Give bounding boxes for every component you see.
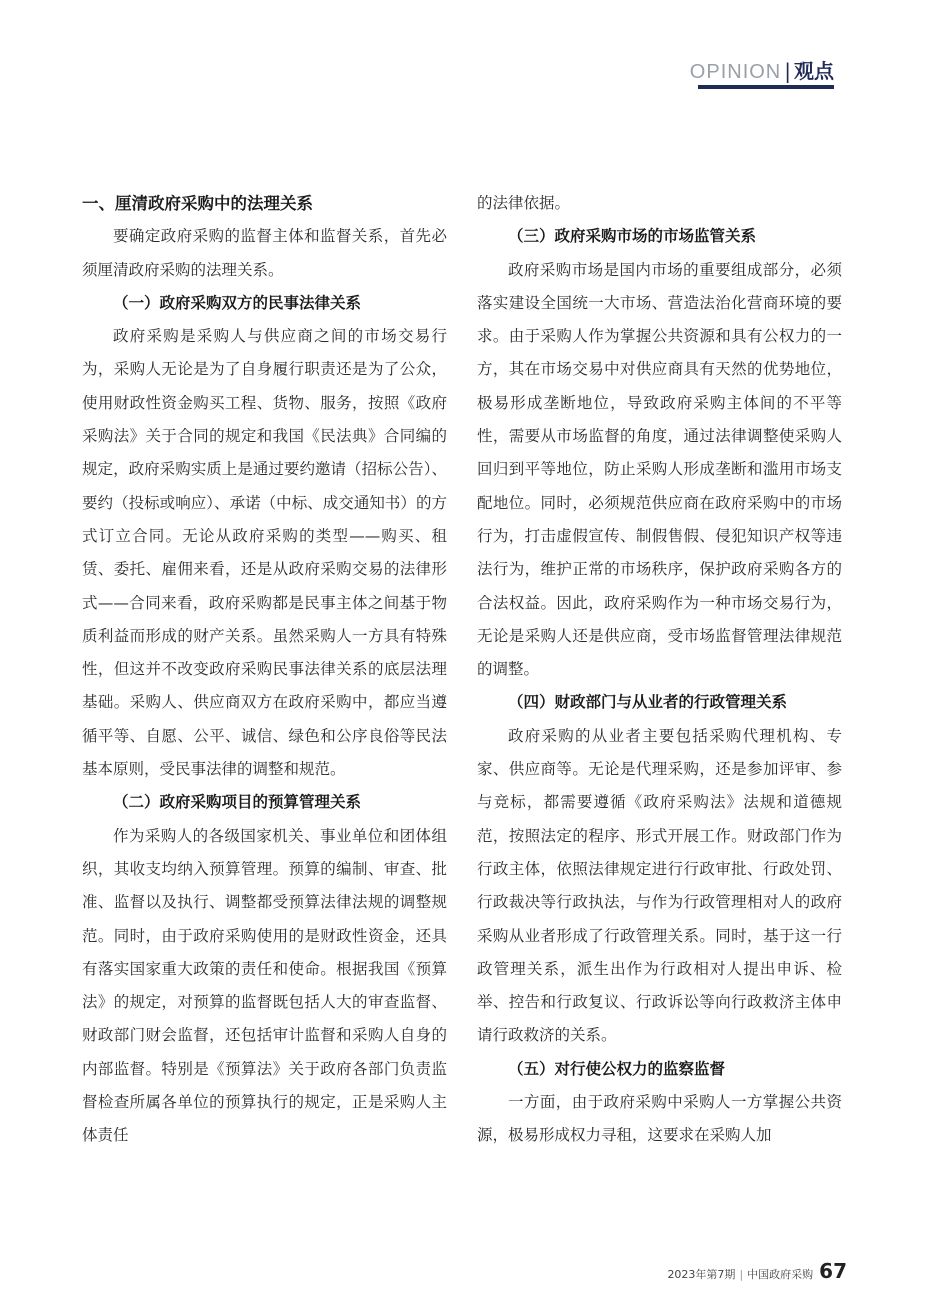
subsection-heading: （二）政府采购项目的预算管理关系: [113, 793, 362, 812]
subsection-heading: （四）财政部门与从业者的行政管理关系: [508, 693, 788, 712]
body-paragraph: 政府采购是采购人与供应商之间的市场交易行为，采购人无论是为了自身履行职责还是为了公众，使用财政性资金购买工程、货物、服务，按照《政府采购法》关于合同的规定和我国《民法典》合同编的规定，政府采购实质上是通过要约邀请（招标公告）、要约（投标或响应）、承诺（中标、成交通知书）的方式订立合同。无论从政府采购的类型——购买、租赁、委托、雇佣来看，还是从政府采购交易的法律形式——合同来看，政府采购都是民事主体之间基于物质利益而形成的财产关系。虽然采购人一方具有特殊性，但这并不改变政府采购民事法律关系的底层法理基础。采购人、供应商双方在政府采购中，都应当遵循平等、自愿、公平、诚信、绿色和公序良俗等民法基本原则，受民事法律的调整和规范。: [82, 327, 447, 779]
body-paragraph: 要确定政府采购的监督主体和监督关系，首先必须厘清政府采购的法理关系。: [82, 227, 447, 279]
page-footer: [667, 1259, 847, 1283]
subsection-heading: （一）政府采购双方的民事法律关系: [113, 293, 362, 312]
page-number: 67: [819, 1259, 847, 1283]
section-label-en: OPINION: [689, 61, 782, 83]
footer-journal: 中国政府采购: [747, 1268, 814, 1281]
section-header: [690, 58, 834, 85]
subsection-heading: （五）对行使公权力的监察监督: [508, 1059, 726, 1078]
left-column: [82, 187, 447, 1153]
section-heading: 一、厘清政府采购中的法理关系: [82, 194, 313, 213]
section-label-cn: 观点: [794, 59, 834, 83]
right-column: [477, 187, 842, 1153]
body-paragraph: 作为采购人的各级国家机关、事业单位和团体组织，其收支均纳入预算管理。预算的编制、审查、批准、监督以及执行、调整都受预算法律法规的调整规范。同时，由于政府采购使用的是财政性资金，还具有落实国家重大政策的责任和使命。根据我国《预算法》的规定，对预算的监督既包括人大的审查监督、财政部门财会监督，还包括审计监督和采购人自身的内部监督。特别是《预算法》关于政府各部门负责监督检查所属各单位的预算执行的规定，正是采购人主体责任: [82, 826, 447, 1145]
body-paragraph: 的法律依据。: [477, 194, 571, 212]
body-paragraph: 政府采购的从业者主要包括采购代理机构、专家、供应商等。无论是代理采购，还是参加评审、参与竞标，都需要遵循《政府采购法》法规和道德规范，按照法定的程序、形式开展工作。财政部门作为行政主体，依照法律规定进行行政审批、行政处罚、行政裁决等行政执法，与作为行政管理相对人的政府采购从业者形成了行政管理关系。同时，基于这一行政管理关系，派生出作为行政相对人提出申诉、检举、控告和行政复议、行政诉讼等向行政救济主体申请行政救济的关系。: [477, 726, 842, 1045]
footer-issue: 2023年第7期: [667, 1268, 736, 1281]
footer-separator: |: [739, 1268, 744, 1281]
header-separator: |: [784, 59, 791, 83]
body-paragraph: 政府采购市场是国内市场的重要组成部分，必须落实建设全国统一大市场、营造法治化营商环境的要求。由于采购人作为掌握公共资源和具有公权力的一方，其在市场交易中对供应商具有天然的优势地位，极易形成垄断地位，导致政府采购主体间的不平等性，需要从市场监督的角度，通过法律调整使采购人回归到平等地位，防止采购人形成垄断和滥用市场支配地位。同时，必须规范供应商在政府采购中的市场行为，打击虚假宣传、制假售假、侵犯知识产权等违法行为，维护正常的市场秩序，保护政府采购各方的合法权益。因此，政府采购作为一种市场交易行为，无论是采购人还是供应商，受市场监督管理法律规范的调整。: [477, 260, 842, 679]
header-underline: [698, 85, 834, 89]
subsection-heading: （三）政府采购市场的市场监管关系: [508, 227, 757, 246]
body-paragraph: 一方面，由于政府采购中采购人一方掌握公共资源，极易形成权力寻租，这要求在采购人加: [477, 1093, 842, 1145]
